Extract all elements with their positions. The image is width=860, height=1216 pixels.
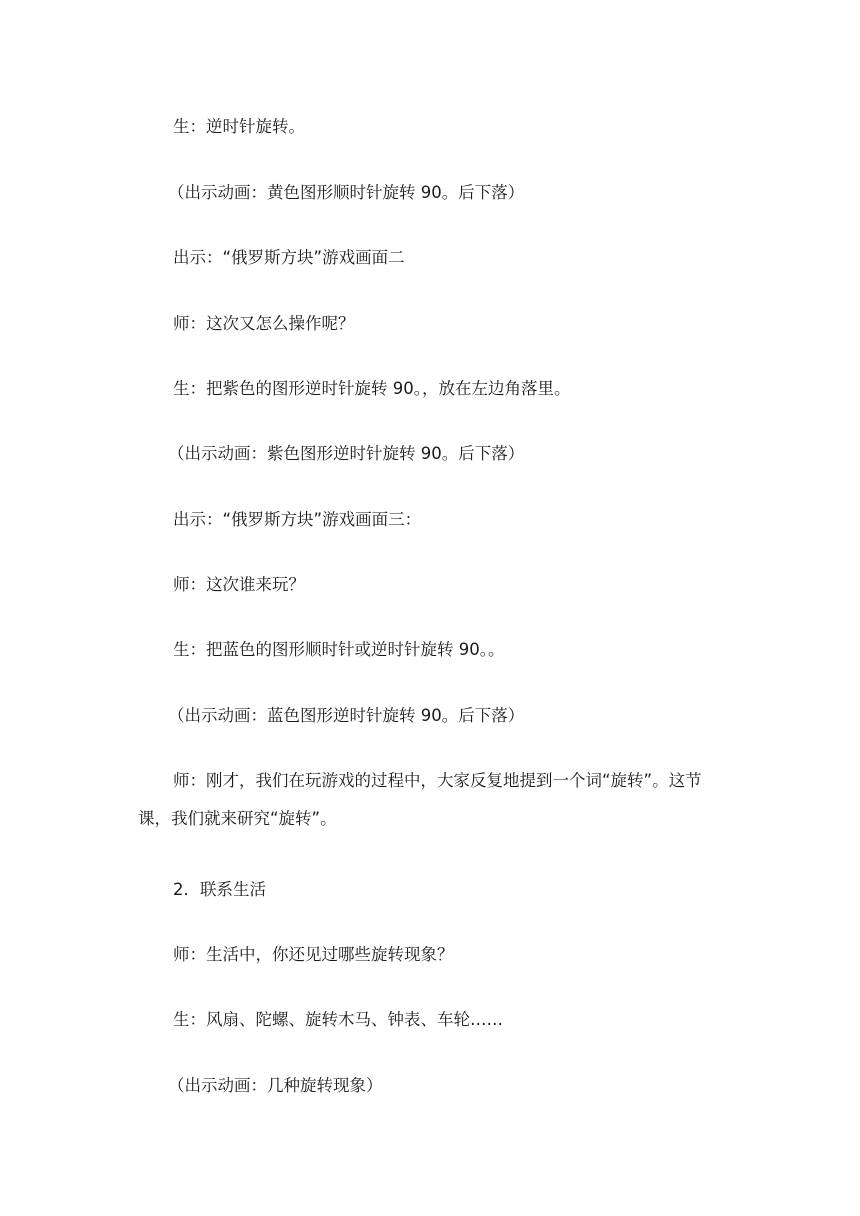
paragraph-teacher-question-2: 师：这次谁来玩？ bbox=[173, 575, 305, 594]
paragraph-animation-note-1: （出示动画：黄色图形顺时针旋转 90。后下落） bbox=[168, 183, 525, 202]
paragraph-animation-note-4: （出示动画：几种旋转现象） bbox=[168, 1076, 383, 1095]
paragraph-student-answer-4: 生：风扇、陀螺、旋转木马、钟表、车轮…… bbox=[173, 1010, 503, 1029]
paragraph-animation-note-2: （出示动画：紫色图形逆时针旋转 90。后下落） bbox=[168, 444, 525, 463]
paragraph-student-answer-2: 生：把紫色的图形逆时针旋转 90。，放在左边角落里。 bbox=[173, 379, 571, 398]
paragraph-teacher-question-1: 师：这次又怎么操作呢？ bbox=[173, 314, 355, 333]
paragraph-show-screen-2: 出示：“俄罗斯方块”游戏画面二 bbox=[173, 248, 405, 267]
paragraph-teacher-question-3: 师：生活中，你还见过哪些旋转现象？ bbox=[173, 945, 454, 964]
paragraph-student-answer-3: 生：把蓝色的图形顺时针或逆时针旋转 90。。 bbox=[173, 640, 505, 659]
paragraph-animation-note-3: （出示动画：蓝色图形逆时针旋转 90。后下落） bbox=[168, 706, 525, 725]
section-heading-connect-life: 2．联系生活 bbox=[173, 880, 266, 899]
paragraph-show-screen-3: 出示：“俄罗斯方块”游戏画面三： bbox=[173, 510, 422, 529]
paragraph-student-answer-1: 生：逆时针旋转。 bbox=[173, 117, 305, 136]
paragraph-teacher-summary: 师：刚才，我们在玩游戏的过程中，大家反复地提到一个词“旋转”。这节课，我们就来研究“旋转”。 bbox=[138, 771, 702, 828]
